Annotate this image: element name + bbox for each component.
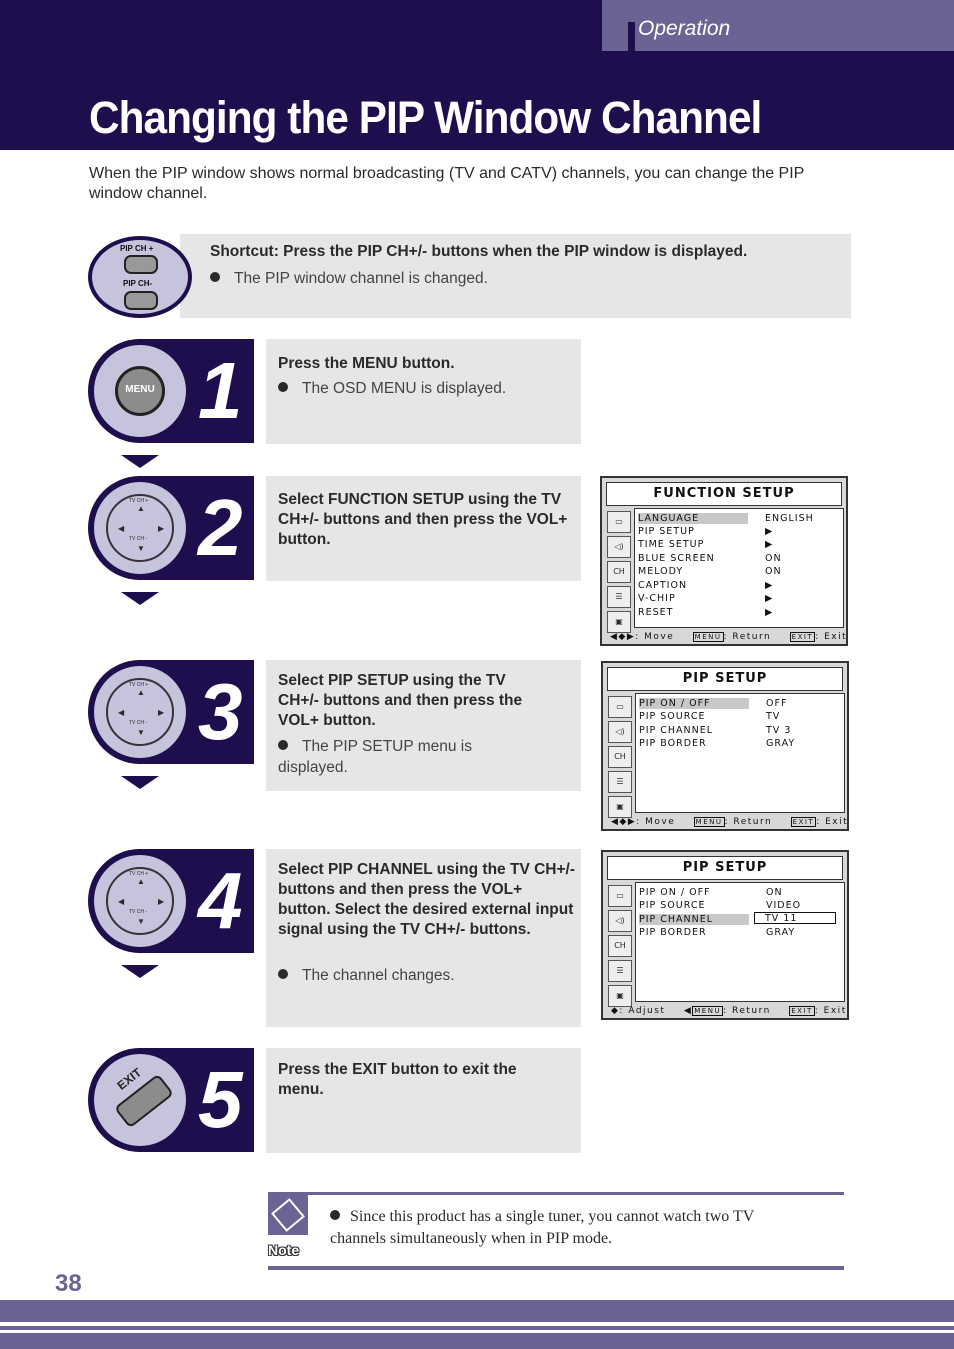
down-arrow-icon	[121, 592, 159, 605]
menu-row-value: ON	[766, 887, 783, 898]
note-label: Note	[268, 1242, 300, 1258]
monitor-icon: ▣	[608, 796, 632, 818]
menu-row-label: PIP BORDER	[639, 927, 707, 938]
section-label: Operation	[638, 17, 731, 40]
menu-row-value: OFF	[766, 698, 788, 709]
screen-side-icons	[604, 508, 632, 635]
menu-key-icon: MENU	[694, 1007, 722, 1015]
menu-row-label: PIP CHANNEL	[639, 725, 714, 736]
function-setup-screen	[600, 476, 848, 646]
step-1-text: Press the MENU button.	[278, 355, 455, 372]
speaker-icon: ◁)	[608, 721, 632, 743]
step-4-text: Select PIP CHANNEL using the TV CH+/- buttons and then press the VOL+ button. Select the desired external input signal using the TV CH+/- buttons.	[278, 861, 575, 938]
menu-row-label: V-CHIP	[638, 593, 676, 604]
step-2-text: Select FUNCTION SETUP using the TV CH+/- buttons and then press the VOL+ button.	[278, 491, 568, 548]
direction-pad-icon: TV CH + ▲ ▼ TV CH - ◀ ▶	[106, 494, 174, 562]
step-1-badge	[88, 339, 254, 443]
channel-icon: CH	[608, 746, 632, 768]
note-pencil-icon	[268, 1195, 308, 1235]
menu-button-icon	[115, 366, 165, 416]
menu-row-label: PIP ON / OFF	[639, 887, 711, 898]
direction-pad-icon: TV CH + ▲ ▼ TV CH - ◀ ▶	[106, 867, 174, 935]
screen-side-icons	[605, 693, 633, 820]
intro-text: When the PIP window shows normal broadcasting (TV and CATV) channels, you can change the PIP window channel.	[89, 165, 805, 202]
step-2-badge	[88, 476, 254, 580]
step-3-bullet-text: The PIP SETUP menu is displayed.	[278, 738, 473, 776]
exit-key-icon: EXIT	[792, 818, 815, 826]
step-5-text: Press the EXIT button to exit the menu.	[278, 1061, 517, 1098]
pip-ch-minus-label: PIP CH-	[123, 279, 153, 288]
move-arrows-icon: ◀◆▶	[611, 817, 637, 827]
menu-row-label: PIP SOURCE	[639, 711, 706, 722]
menu-row-value: TV	[766, 711, 781, 722]
speaker-icon: ◁)	[607, 536, 631, 558]
down-arrow-icon	[121, 965, 159, 978]
exit-key-icon: EXIT	[791, 1007, 813, 1015]
menu-row-value: ON	[765, 566, 782, 577]
step-4-number: 4	[198, 856, 243, 945]
channel-icon: CH	[608, 935, 632, 957]
menu-row-value: GRAY	[766, 738, 796, 749]
menu-key-icon: MENU	[694, 633, 722, 641]
menu-row-label: RESET	[638, 607, 674, 618]
screen-footer: ◆: Adjust ◀ MENU : Return EXIT : Exit	[611, 1006, 847, 1016]
step-1-bullet	[278, 378, 506, 399]
page-title: Changing the PIP Window Channel	[89, 92, 762, 143]
menu-row-label: PIP SOURCE	[639, 900, 706, 911]
menu-row-value: ▶	[765, 539, 774, 550]
menu-row-value: ▶	[765, 526, 774, 537]
shortcut-bullet-text: The PIP window channel is changed.	[234, 270, 488, 287]
menu-row-label: PIP ON / OFF	[639, 698, 749, 709]
menu-row-value: VIDEO	[766, 900, 802, 911]
monitor-icon: ▣	[607, 611, 631, 633]
footer-band	[0, 1300, 954, 1322]
menu-row-label: PIP BORDER	[639, 738, 707, 749]
step-5-badge	[88, 1048, 254, 1152]
menu-row-value: ▶	[765, 580, 774, 591]
note-top-rule	[268, 1192, 844, 1195]
adjust-arrows-icon: ◆	[611, 1006, 620, 1016]
tv-icon: ▭	[608, 696, 632, 718]
move-arrows-icon: ◀◆▶	[610, 632, 636, 642]
step-5-number: 5	[198, 1055, 243, 1144]
tv-icon: ▭	[608, 885, 632, 907]
screen-side-icons	[605, 882, 633, 1009]
shortcut-bullet	[210, 270, 488, 288]
function-icon: ☰	[607, 586, 631, 608]
down-arrow-icon	[121, 455, 159, 468]
menu-row-label: TIME SETUP	[638, 539, 705, 550]
pip-ch-plus-button	[124, 255, 158, 274]
menu-row-label: CAPTION	[638, 580, 688, 591]
menu-row-value: ENGLISH	[765, 513, 814, 524]
exit-key-icon: EXIT	[791, 633, 814, 641]
function-icon: ☰	[608, 771, 632, 793]
section-tab	[602, 0, 954, 51]
down-arrow-icon	[121, 776, 159, 789]
menu-row-label: PIP SETUP	[638, 526, 695, 537]
step-3-bullet	[278, 736, 478, 778]
menu-row-label: BLUE SCREEN	[638, 553, 715, 564]
direction-pad-icon: TV CH + ▲ ▼ TV CH - ◀ ▶	[106, 678, 174, 746]
pip-ch-minus-button	[124, 291, 158, 310]
step-1-number: 1	[198, 346, 243, 435]
pip-ch-plus-label: PIP CH +	[120, 244, 154, 253]
menu-row-label: MELODY	[638, 566, 684, 577]
step-4-badge	[88, 849, 254, 953]
menu-row-label: LANGUAGE	[638, 513, 748, 524]
tv-icon: ▭	[607, 511, 631, 533]
step-3-number: 3	[198, 667, 243, 756]
step-2-number: 2	[198, 483, 243, 572]
footer-band	[0, 1326, 954, 1330]
step-4-bullet	[278, 965, 455, 986]
step-4-bullet-text: The channel changes.	[302, 967, 455, 984]
menu-button-label: MENU	[125, 384, 155, 395]
step-3-badge	[88, 660, 254, 764]
step-3-text: Select PIP SETUP using the TV CH+/- buttons and then press the VOL+ button.	[278, 672, 523, 729]
menu-row-value: GRAY	[766, 927, 796, 938]
menu-row-value: ON	[765, 553, 782, 564]
menu-row-label: PIP CHANNEL	[639, 914, 749, 925]
monitor-icon: ▣	[608, 985, 632, 1007]
note-text	[330, 1206, 810, 1250]
function-icon: ☰	[608, 960, 632, 982]
menu-key-icon: MENU	[695, 818, 723, 826]
screen-footer: ◀◆▶: Move MENU : Return EXIT : Exit	[611, 817, 849, 827]
pip-setup-screen	[601, 850, 849, 1020]
note-text-body: Since this product has a single tuner, you cannot watch two TV channels simultaneously when in PIP mode.	[330, 1208, 755, 1247]
menu-row-value: TV 3	[766, 725, 792, 736]
menu-row-value: ▶	[765, 593, 774, 604]
screen-title: PIP SETUP	[607, 667, 843, 691]
screen-title: FUNCTION SETUP	[606, 482, 842, 506]
menu-row-value: ▶	[765, 607, 774, 618]
step-1-bullet-text: The OSD MENU is displayed.	[302, 380, 507, 397]
pip-setup-screen	[601, 661, 849, 831]
section-marker	[628, 22, 635, 51]
note-bottom-rule	[268, 1266, 844, 1270]
channel-icon: CH	[607, 561, 631, 583]
exit-button-label: EXIT	[114, 1065, 145, 1093]
menu-row-value-selected: TV 11	[754, 912, 836, 924]
footer-band	[0, 1333, 954, 1349]
screen-title: PIP SETUP	[607, 856, 843, 880]
speaker-icon: ◁)	[608, 910, 632, 932]
shortcut-title: Shortcut: Press the PIP CH+/- buttons when the PIP window is displayed.	[210, 243, 748, 260]
pip-ch-buttons-illustration	[88, 236, 192, 318]
bullet-dot	[210, 272, 220, 282]
page-number: 38	[55, 1270, 82, 1297]
screen-footer: ◀◆▶: Move MENU : Return EXIT : Exit	[610, 632, 848, 642]
